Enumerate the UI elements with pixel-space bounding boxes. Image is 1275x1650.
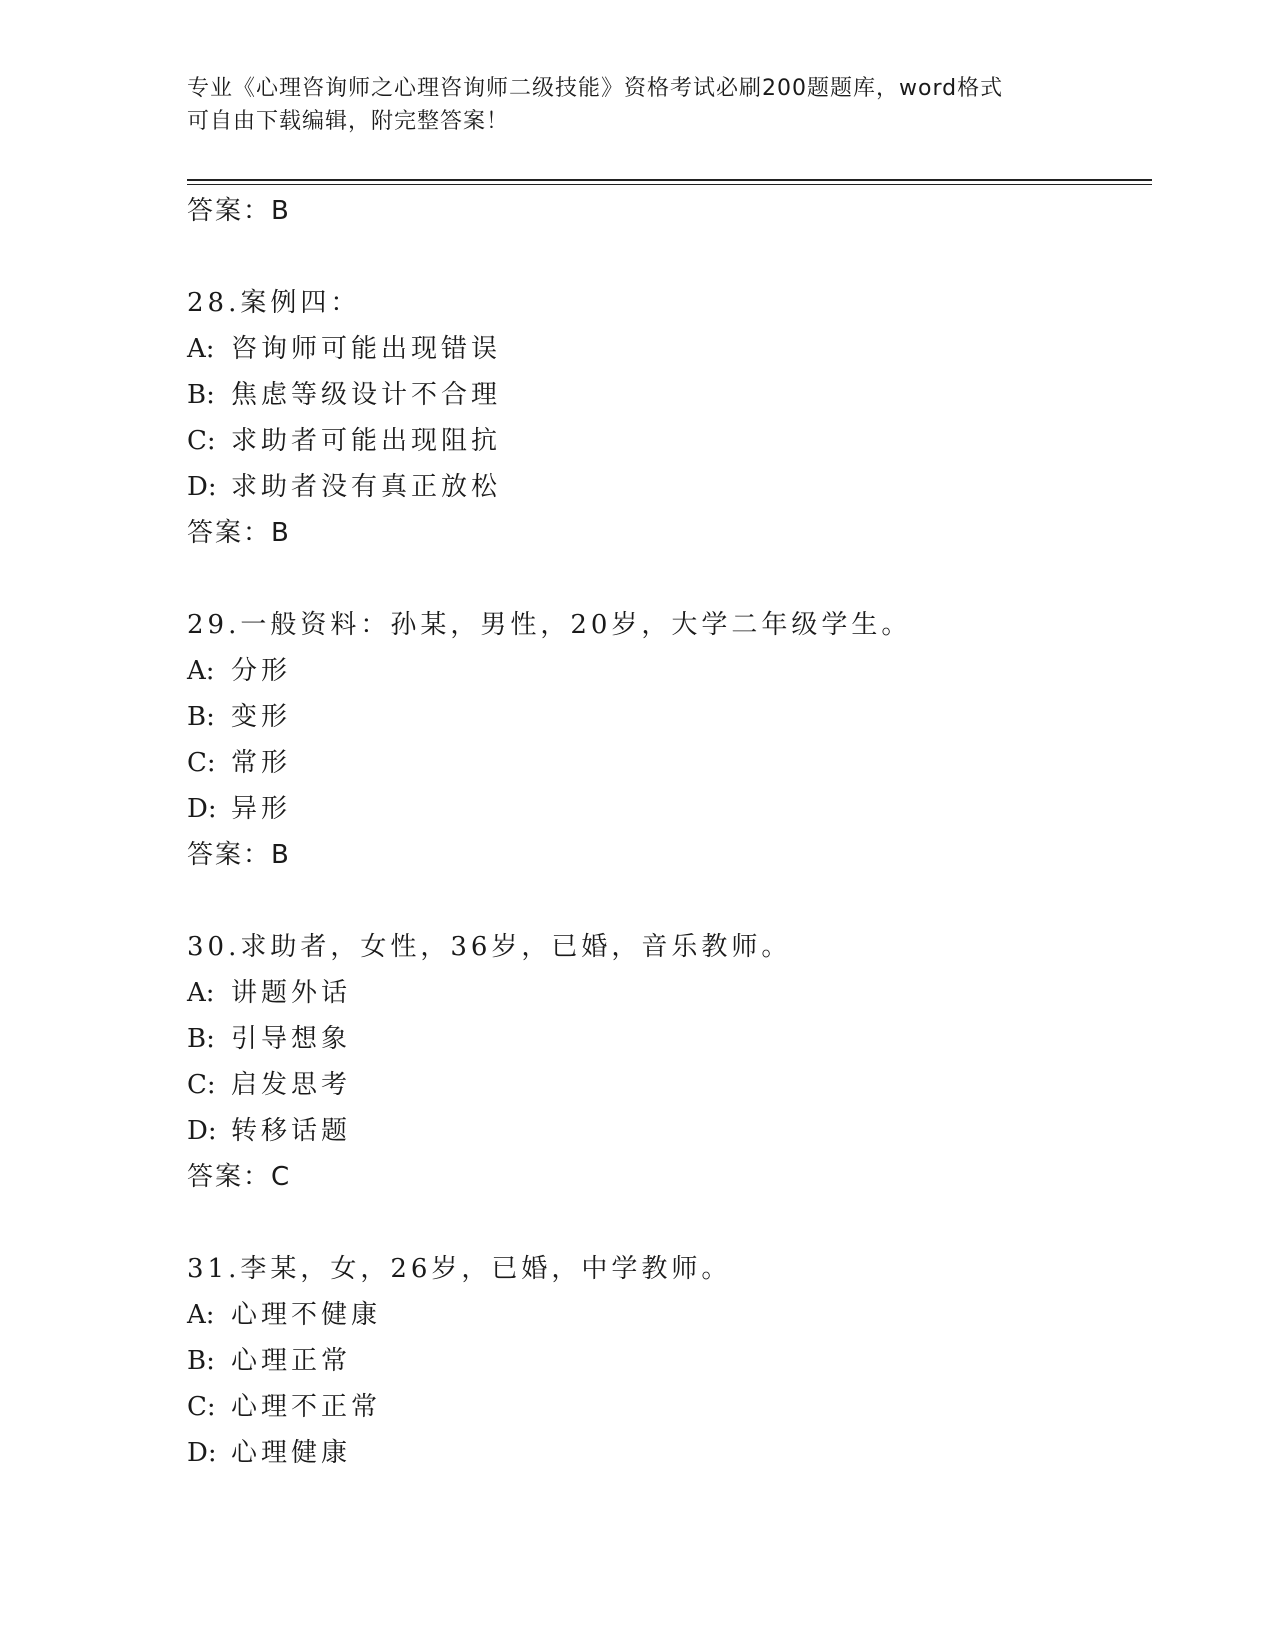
option-b: [187, 694, 1147, 740]
answer-line: 答案：B: [187, 518, 291, 548]
option-letter: B:: [187, 1024, 215, 1054]
option-text: 讲题外话: [231, 978, 352, 1008]
header-rule-thick: [187, 179, 1152, 181]
spacer: [187, 878, 1147, 924]
option-letter: C:: [187, 426, 216, 456]
option-b: [187, 1016, 1147, 1062]
option-c: [187, 418, 1147, 464]
option-text: 咨询师可能出现错误: [231, 334, 502, 364]
option-c: [187, 1384, 1147, 1430]
option-c: [187, 1062, 1147, 1108]
option-a: [187, 970, 1147, 1016]
option-text: 变形: [231, 702, 292, 732]
option-letter: A:: [187, 656, 215, 686]
document-header: [187, 72, 1087, 138]
option-c: [187, 740, 1147, 786]
option-text: 分形: [231, 656, 292, 686]
option-letter: C:: [187, 1392, 216, 1422]
option-d: [187, 786, 1147, 832]
header-line-1: 专业《心理咨询师之心理咨询师二级技能》资格考试必刷200题题库，word格式: [187, 76, 1004, 101]
answer-line: 答案：B: [187, 196, 291, 226]
option-text: 求助者可能出现阻抗: [231, 426, 502, 456]
header-line-2: 可自由下载编辑，附完整答案！: [187, 109, 510, 134]
question-31: 31.李某，女，26岁，已婚，中学教师。: [187, 1254, 732, 1284]
spacer: [187, 1200, 1147, 1246]
option-d: [187, 464, 1147, 510]
option-b: [187, 372, 1147, 418]
question-28: 28.案例四：: [187, 288, 361, 318]
option-a: [187, 1292, 1147, 1338]
option-text: 异形: [231, 794, 292, 824]
question-list: [187, 188, 1147, 1476]
option-letter: A:: [187, 1300, 215, 1330]
option-letter: A:: [187, 978, 215, 1008]
option-letter: A:: [187, 334, 215, 364]
option-letter: D:: [187, 1116, 217, 1146]
option-letter: B:: [187, 702, 215, 732]
option-letter: D:: [187, 794, 217, 824]
option-a: [187, 326, 1147, 372]
option-b: [187, 1338, 1147, 1384]
option-a: [187, 648, 1147, 694]
option-letter: C:: [187, 748, 216, 778]
answer-line: 答案：C: [187, 1162, 292, 1192]
option-text: 焦虑等级设计不合理: [231, 380, 502, 410]
option-text: 心理正常: [231, 1346, 352, 1376]
option-text: 引导想象: [231, 1024, 352, 1054]
option-text: 心理健康: [231, 1438, 352, 1468]
option-letter: B:: [187, 380, 215, 410]
option-letter: D:: [187, 1438, 217, 1468]
option-text: 心理不健康: [231, 1300, 382, 1330]
option-text: 求助者没有真正放松: [231, 472, 502, 502]
question-29: 29.一般资料：孙某，男性，20岁，大学二年级学生。: [187, 610, 912, 640]
option-d: [187, 1430, 1147, 1476]
spacer: [187, 234, 1147, 280]
spacer: [187, 556, 1147, 602]
option-letter: D:: [187, 472, 217, 502]
header-rule-thin: [187, 184, 1152, 185]
option-text: 启发思考: [231, 1070, 352, 1100]
option-letter: B:: [187, 1346, 215, 1376]
option-d: [187, 1108, 1147, 1154]
option-letter: C:: [187, 1070, 216, 1100]
answer-line: 答案：B: [187, 840, 291, 870]
option-text: 心理不正常: [231, 1392, 382, 1422]
question-30: 30.求助者，女性，36岁，已婚，音乐教师。: [187, 932, 792, 962]
option-text: 常形: [231, 748, 292, 778]
option-text: 转移话题: [231, 1116, 352, 1146]
